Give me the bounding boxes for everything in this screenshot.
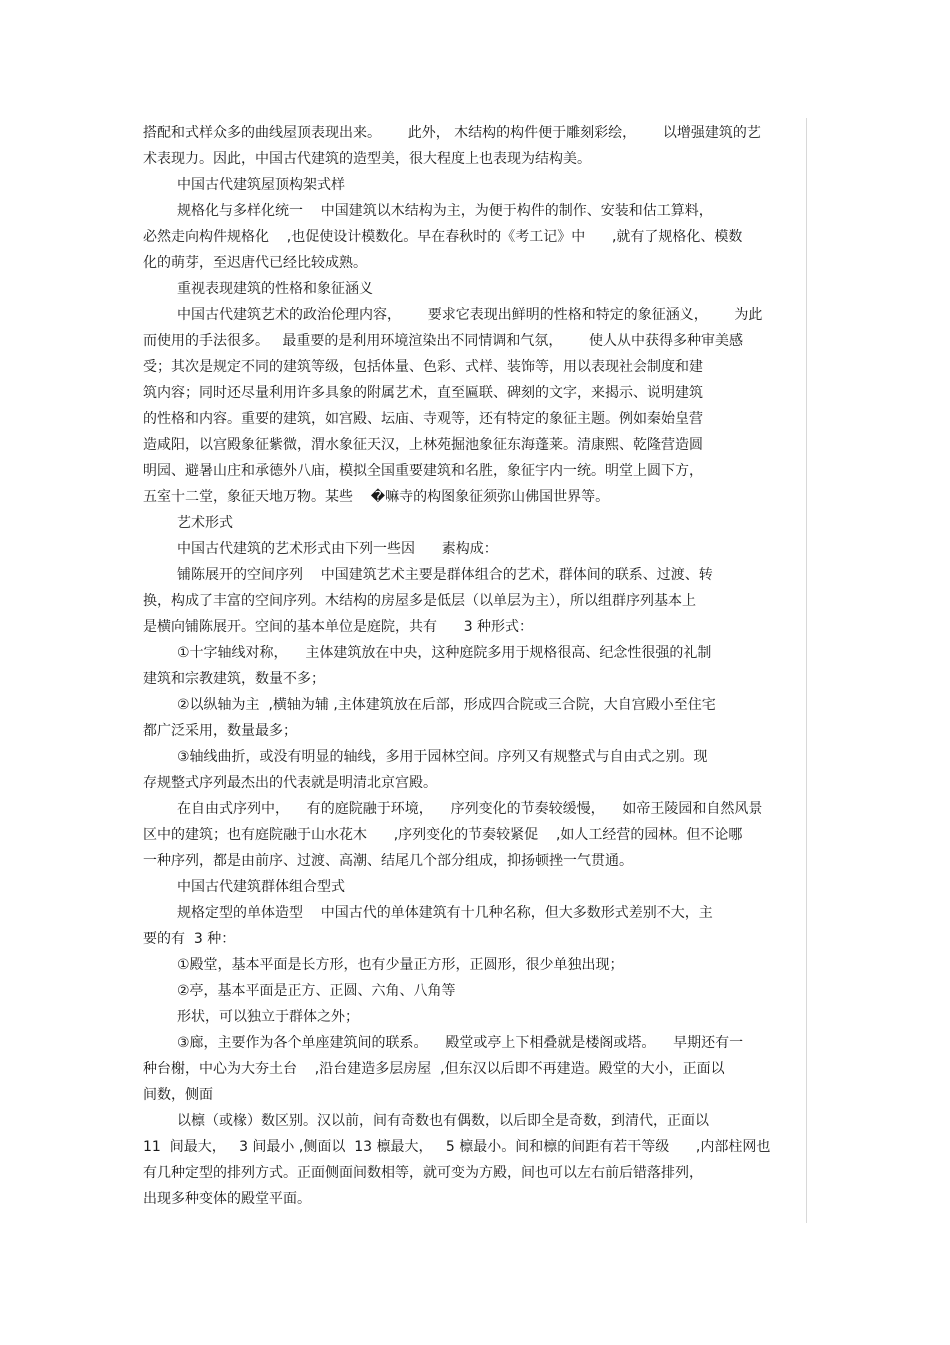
text-line: 的性格和内容。重要的建筑，如宫殿、坛庙、寺观等，还有特定的象征主题。例如秦始皇营	[143, 411, 703, 427]
text-line: 一种序列，都是由前序、过渡、高潮、结尾几个部分组成，抑扬顿挫一气贯通。	[143, 853, 633, 869]
text-line: 11 间最大， 3 间最小 ,侧面以 13 檩最大， 5 檩最小。间和檩的间距有若干等级 ,内部柱网也	[143, 1139, 771, 1155]
text-line: 是横向铺陈展开。空间的基本单位是庭院，共有 3 种形式：	[143, 619, 534, 635]
text-line: ①殿堂，基本平面是长方形，也有少量正方形，正圆形，很少单独出现；	[177, 957, 624, 973]
text-line: 规格定型的单体造型 中国古代的单体建筑有十几种名称，但大多数形式差别不大，主	[177, 905, 713, 921]
text-line: ③廊，主要作为各个单座建筑间的联系。 殿堂或亭上下相叠就是楼阁或塔。 早期还有一	[177, 1035, 744, 1051]
text-line: 重视表现建筑的性格和象征涵义	[177, 281, 373, 297]
text-line: 形状，可以独立于群体之外；	[177, 1009, 359, 1025]
text-line: 建筑和宗教建筑，数量不多；	[143, 671, 325, 687]
text-line: 必然走向构件规格化 ,也促使设计模数化。早在春秋时的《考工记》中 ,就有了规格化、模数	[143, 229, 743, 245]
text-line: 五室十二堂，象征天地万物。某些 �嘛寺的构图象征须弥山佛国世界等。	[143, 489, 610, 505]
text-line: 种台榭，中心为大夯土台 ,沿台建造多层房屋 ,但东汉以后即不再建造。殿堂的大小，正面以	[143, 1061, 725, 1077]
text-line: 中国古代建筑艺术的政治伦理内容， 要求它表现出鲜明的性格和特定的象征涵义， 为此	[177, 307, 763, 323]
text-line: ②亭，基本平面是正方、正圆、六角、八角等	[177, 983, 456, 999]
text-line: ①十字轴线对称， 主体建筑放在中央，这种庭院多用于规格很高、纪念性很强的礼制	[177, 645, 712, 661]
text-line: 规格化与多样化统一 中国建筑以木结构为主，为便于构件的制作、安装和估工算料，	[177, 203, 713, 219]
text-line: 明园、避暑山庄和承德外八庙，模拟全国重要建筑和名胜，象征宇内一统。明堂上圆下方，	[143, 463, 703, 479]
text-line: 要的有 3 种：	[143, 931, 236, 947]
text-line: 术表现力。因此，中国古代建筑的造型美，很大程度上也表现为结构美。	[143, 151, 591, 167]
text-line: 化的萌芽，至迟唐代已经比较成熟。	[143, 255, 367, 271]
text-line: 以檩（或椽）数区别。汉以前，间有奇数也有偶数，以后即全是奇数，到清代，正面以	[177, 1113, 709, 1129]
text-line: 有几种定型的排列方式。正面侧面间数相等，就可变为方殿，间也可以左右前后错落排列，	[143, 1165, 703, 1181]
text-line: 搭配和式样众多的曲线屋顶表现出来。 此外， 木结构的构件便于雕刻彩绘， 以增强建筑的艺	[143, 125, 761, 141]
text-line: ②以纵轴为主 ,横轴为辅 ,主体建筑放在后部，形成四合院或三合院，大自宫殿小至住宅	[177, 697, 716, 713]
text-line: 中国古代建筑屋顶构架式样	[177, 177, 345, 193]
text-line: 出现多种变体的殿堂平面。	[143, 1191, 311, 1207]
text-line: 都广泛采用，数量最多；	[143, 723, 297, 739]
text-line: 艺术形式	[177, 515, 233, 531]
text-line: 区中的建筑；也有庭院融于山水花木 ,序列变化的节奏较紧促 ,如人工经营的园林。但不论哪	[143, 827, 743, 843]
body-text	[143, 120, 805, 1212]
text-line: 而使用的手法很多。 最重要的是利用环境渲染出不同情调和气氛， 使人从中获得多种审美感	[143, 333, 744, 349]
text-line: 中国古代建筑群体组合型式	[177, 879, 345, 895]
text-line: ③轴线曲折，或没有明显的轴线，多用于园林空间。序列又有规整式与自由式之别。现	[177, 749, 708, 765]
right-margin-rule	[806, 118, 807, 1223]
text-line: 中国古代建筑的艺术形式由下列一些因 素构成：	[177, 541, 498, 557]
text-line: 在自由式序列中， 有的庭院融于环境， 序列变化的节奏较缓慢， 如帝王陵园和自然风景	[177, 801, 763, 817]
text-line: 间数，侧面	[143, 1087, 213, 1103]
text-line: 存规整式序列最杰出的代表就是明清北京宫殿。	[143, 775, 437, 791]
text-line: 造咸阳，以宫殿象征紫微，渭水象征天汉，上林苑掘池象征东海蓬莱。清康熙、乾隆营造圆	[143, 437, 703, 453]
text-line: 筑内容；同时还尽量利用许多具象的附属艺术，直至匾联、碑刻的文字，来揭示、说明建筑	[143, 385, 703, 401]
text-line: 铺陈展开的空间序列 中国建筑艺术主要是群体组合的艺术，群体间的联系、过渡、转	[177, 567, 713, 583]
text-line: 换，构成了丰富的空间序列。木结构的房屋多是低层（以单层为主），所以组群序列基本上	[143, 593, 696, 609]
text-line: 受；其次是规定不同的建筑等级，包括体量、色彩、式样、装饰等，用以表现社会制度和建	[143, 359, 703, 375]
